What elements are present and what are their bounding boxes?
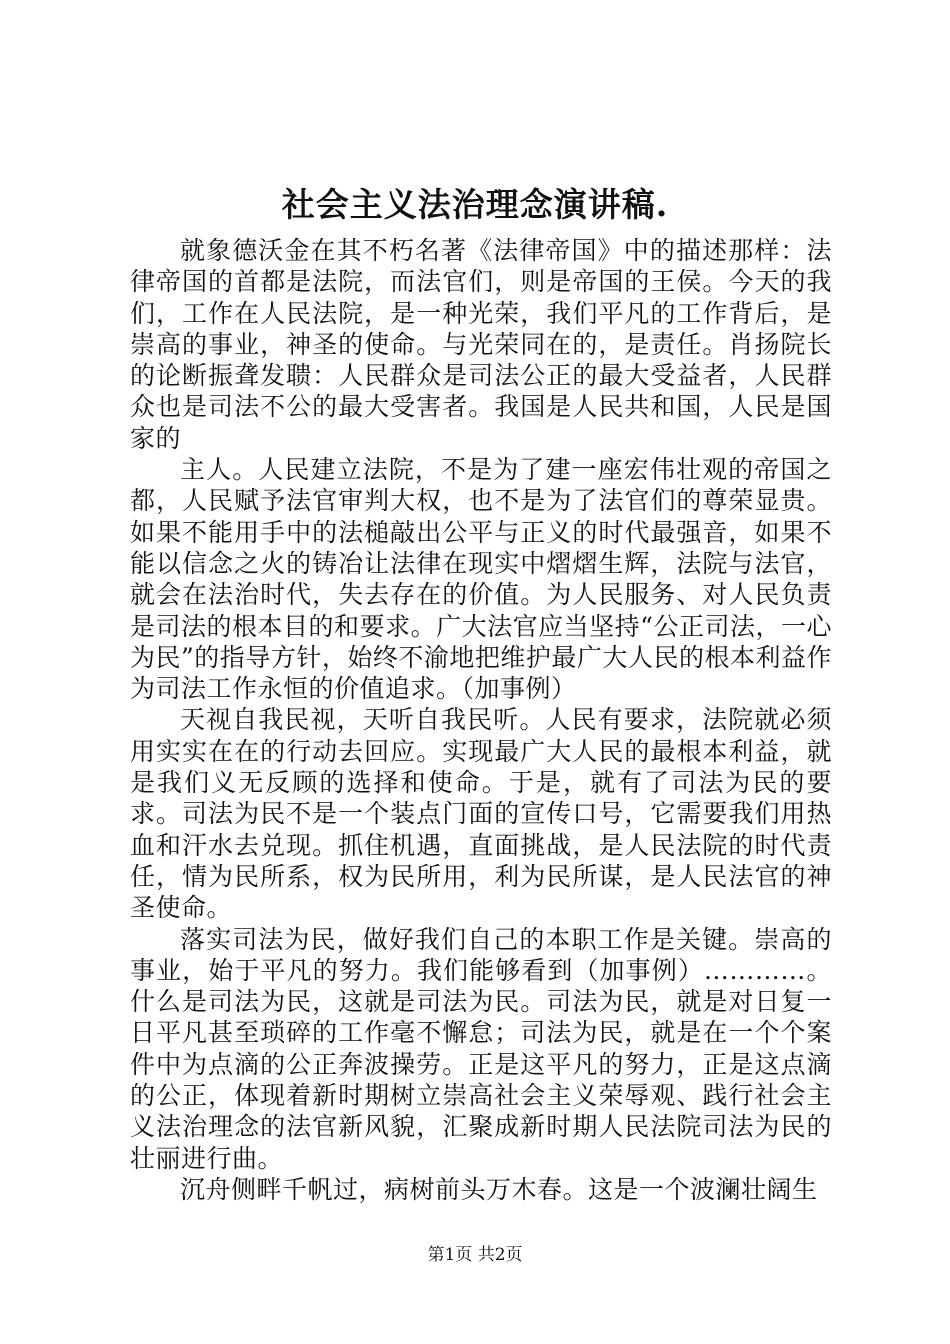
paragraph: 天视自我民视，天听自我民听。人民有要求，法院就必须用实实在在的行动去回应。实现最广大人民的最根本利益，就是我们义无反顾的选择和使命。于是，就有了司法为民的要求。司法为民不是一个装点门面的宣传口号，它需要我们用热血和汗水去兑现。抓住机遇，直面挑战，是人民法院的时代责任，情为民所系，权为民所用，利为民所谋，是人民法官的神圣使命。	[130, 705, 832, 923]
paragraph: 就象德沃金在其不朽名著《法律帝国》中的描述那样：法律帝国的首都是法院，而法官们，则是帝国的王侯。今天的我们，工作在人民法院，是一种光荣，我们平凡的工作背后，是崇高的事业，神圣的使命。与光荣同在的，是责任。肖扬院长的论断振聋发聩：人民群众是司法公正的最大受益者，人民群众也是司法不公的最大受害者。我国是人民共和国，人民是国家的	[130, 236, 832, 453]
paragraph: 主人。人民建立法院，不是为了建一座宏伟壮观的帝国之都，人民赋予法官审判大权，也不是为了法官们的尊荣显贵。如果不能用手中的法槌敲出公平与正义的时代最强音，如果不能以信念之火的铸冶让法律在现实中熠熠生辉，法院与法官，就会在法治时代，失去存在的价值。为人民服务、对人民负责是司法的根本目的和要求。广大法官应当坚持“公正司法，一心为民”的指导方针，始终不渝地把维护最广大人民的根本利益作为司法工作永恒的价值追求。（加事例）	[130, 455, 832, 704]
paragraph: 落实司法为民，做好我们自己的本职工作是关键。崇高的事业，始于平凡的努力。我们能够看到（加事例）…………。什么是司法为民，这就是司法为民。司法为民，就是对日复一日平凡甚至琐碎的工作毫不懈怠；司法为民，就是在一个个案件中为点滴的公正奔波操劳。正是这平凡的努力，正是这点滴的公正，体现着新时期树立崇高社会主义荣辱观、践行社会主义法治理念的法官新风貌，汇聚成新时期人民法院司法为民的壮丽进行曲。	[130, 924, 832, 1173]
page-number-footer: 第1页 共2页	[427, 1245, 523, 1265]
document-body	[130, 235, 832, 1205]
document-title: 社会主义法治理念演讲稿.	[281, 185, 669, 224]
paragraph: 沉舟侧畔千帆过，病树前头万木春。这是一个波澜壮阔生	[180, 1174, 818, 1204]
